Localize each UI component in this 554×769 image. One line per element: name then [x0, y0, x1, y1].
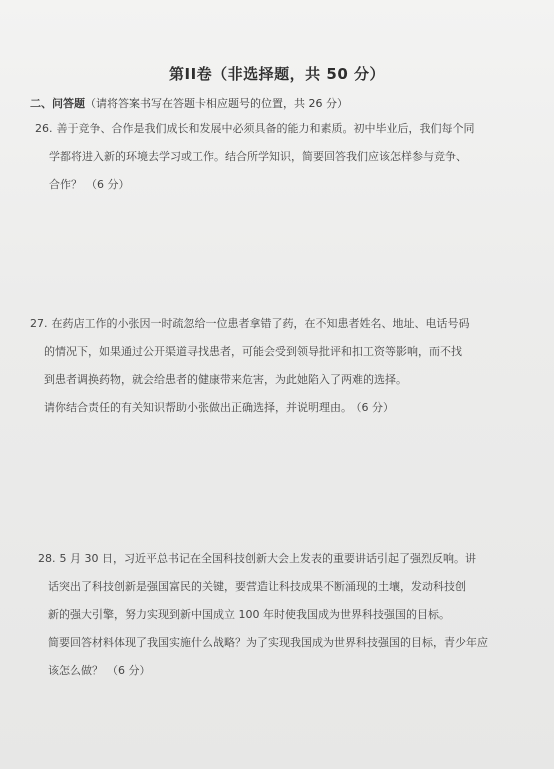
question-28 — [38, 545, 488, 685]
question-line — [35, 171, 475, 199]
paper-title: 第II卷（非选择题，共 50 分） — [169, 65, 385, 83]
question-text: 5 月 30 日，习近平总书记在全国科技创新大会上发表的重要讲话引起了强烈反响。讲 — [59, 552, 476, 565]
question-line — [38, 657, 488, 685]
question-line — [30, 366, 470, 394]
question-text: 的情况下，如果通过公开渠道寻找患者，可能会受到领导批评和扣工资等影响，而不找 — [44, 345, 462, 358]
question-points: （6 分） — [107, 664, 151, 677]
question-27 — [30, 310, 470, 422]
question-line — [38, 601, 488, 629]
question-line — [35, 143, 475, 171]
question-number: 27. — [30, 317, 48, 330]
section-label: 二、问答题 — [30, 97, 85, 110]
question-text: 该怎么做？ — [48, 664, 103, 677]
question-text: 学都将进入新的环境去学习或工作。结合所学知识，简要回答我们应该怎样参与竞争、 — [49, 150, 467, 163]
question-text: 简要回答材料体现了我国实施什么战略？为了实现我国成为世界科技强国的目标，青少年应 — [48, 636, 488, 649]
section-heading — [30, 95, 348, 111]
question-line — [30, 310, 470, 338]
question-line — [38, 629, 488, 657]
question-text: 到患者调换药物，就会给患者的健康带来危害，为此她陷入了两难的选择。 — [44, 373, 407, 386]
question-line — [30, 338, 470, 366]
question-text: 请你结合责任的有关知识帮助小张做出正确选择，并说明理由。 — [44, 401, 352, 414]
question-text: 话突出了科技创新是强国富民的关键，要营造让科技成果不断涌现的土壤，发动科技创 — [48, 580, 466, 593]
question-text: 新的强大引擎，努力实现到新中国成立 100 年时使我国成为世界科技强国的目标。 — [48, 608, 450, 621]
question-line — [38, 573, 488, 601]
question-line — [30, 394, 470, 422]
question-points: （6 分） — [356, 401, 394, 414]
question-text: 在药店工作的小张因一时疏忽给一位患者拿错了药，在不知患者姓名、地址、电话号码 — [51, 317, 470, 330]
question-points: （6 分） — [86, 178, 130, 191]
question-number: 26. — [35, 122, 53, 135]
question-line — [38, 545, 488, 573]
question-26 — [35, 115, 475, 199]
question-line — [35, 115, 475, 143]
question-number: 28. — [38, 552, 56, 565]
section-note: （请将答案书写在答题卡相应题号的位置，共 26 分） — [85, 97, 348, 110]
question-text: 合作？ — [49, 178, 82, 191]
question-text: 善于竞争、合作是我们成长和发展中必须具备的能力和素质。初中毕业后，我们每个同 — [56, 122, 475, 135]
